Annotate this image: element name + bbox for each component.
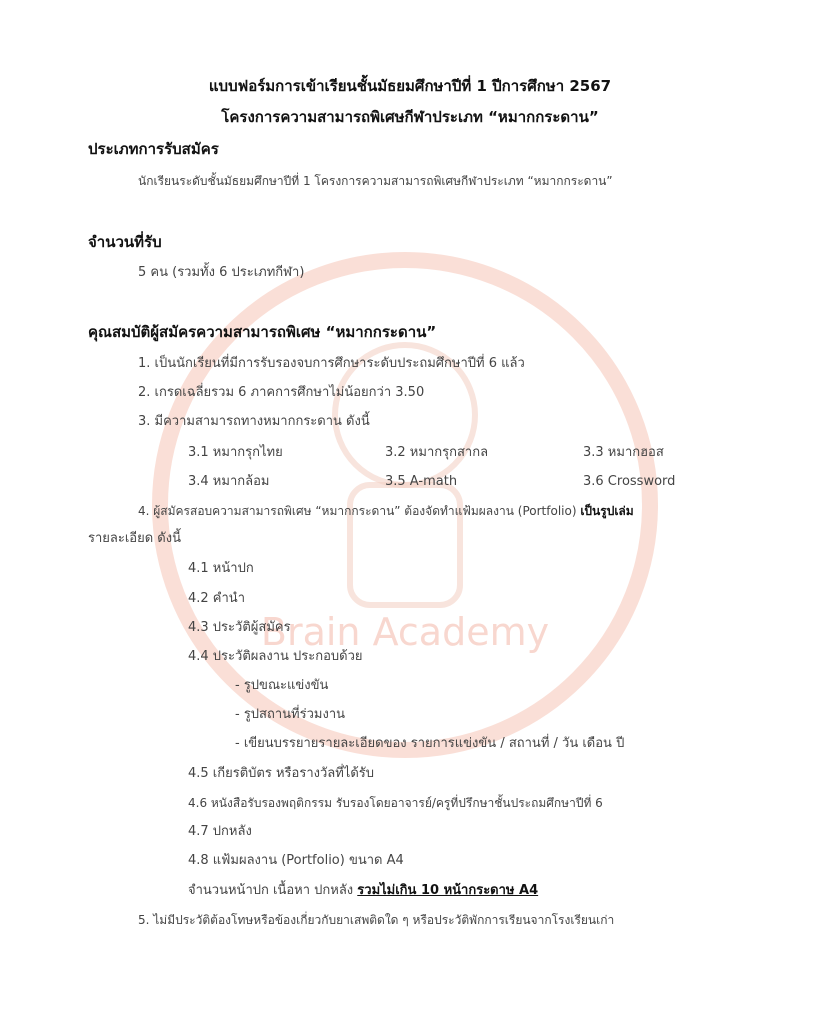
qual-item-1: 1. เป็นนักเรียนที่มีการรับรองจบการศึกษาระดับประถมศึกษาปีที่ 6 แล้ว [138, 356, 525, 371]
detail-item-1: - รูปขณะแข่งขัน [235, 678, 329, 693]
sub-item-4-8: 4.8 แฟ้มผลงาน (Portfolio) ขนาด A4 [188, 853, 404, 868]
sub-item-4-1: 4.1 หน้าปก [188, 561, 254, 576]
sub-item-4-4: 4.4 ประวัติผลงาน ประกอบด้วย [188, 649, 363, 664]
section-type-text: นักเรียนระดับชั้นมัธยมศึกษาปีที่ 1 โครงการความสามารถพิเศษกีฬาประเภท “หมากกระดาน” [138, 174, 613, 188]
game-item: 3.6 Crossword [583, 474, 676, 489]
title-line-2: โครงการความสามารถพิเศษกีฬาประเภท “หมากกระดาน” [221, 108, 599, 126]
sub-item-4-3: 4.3 ประวัติผู้สมัคร [188, 620, 291, 635]
qual-item-4-bold: เป็นรูปเล่ม [580, 504, 634, 518]
title-line-1: แบบฟอร์มการเข้าเรียนชั้นมัธยมศึกษาปีที่ 1 ปีการศึกษา 2567 [208, 77, 612, 95]
game-item: 3.4 หมากล้อม [188, 474, 270, 489]
qual-item-2: 2. เกรดเฉลี่ยรวม 6 ภาคการศึกษาไม่น้อยกว่า 3.50 [138, 385, 425, 400]
sub-item-4-5: 4.5 เกียรติบัตร หรือรางวัลที่ได้รับ [188, 766, 375, 781]
section-count-heading: จำนวนที่รับ [88, 233, 162, 251]
section-count-text: 5 คน (รวมทั้ง 6 ประเภทกีฬา) [138, 265, 305, 280]
section-type-heading: ประเภทการรับสมัคร [88, 140, 219, 158]
qual-item-4 [138, 502, 634, 520]
pages-limit-line [188, 882, 538, 900]
game-item: 3.2 หมากรุกสากล [385, 445, 489, 460]
game-item: 3.1 หมากรุกไทย [188, 445, 283, 460]
detail-item-2: - รูปสถานที่ร่วมงาน [235, 707, 346, 722]
qual-item-4-text: 4. ผู้สมัครสอบความสามารถพิเศษ “หมากกระดาน” ต้องจัดทำแฟ้มผลงาน (Portfolio) [138, 504, 581, 518]
sub-item-4-6: 4.6 หนังสือรับรองพฤติกรรม รับรองโดยอาจารย์/ครูที่ปรึกษาชั้นประถมศึกษาปีที่ 6 [188, 796, 603, 810]
pages-limit-bold: รวมไม่เกิน 10 หน้ากระดาษ A4 [357, 883, 539, 898]
qual-item-5: 5. ไม่มีประวัติต้องโทษหรือข้องเกี่ยวกับยาเสพติดใด ๆ หรือประวัติพักการเรียนจากโรงเรียนเก่า [138, 913, 615, 927]
qual-item-4-cont: รายละเอียด ดังนี้ [88, 531, 181, 546]
pages-limit-text: จำนวนหน้าปก เนื้อหา ปกหลัง [188, 883, 358, 898]
qual-item-3: 3. มีความสามารถทางหมากกระดาน ดังนี้ [138, 414, 370, 429]
section-qual-heading: คุณสมบัติผู้สมัครความสามารถพิเศษ “หมากกระดาน” [88, 323, 437, 341]
watermark-text: Brain Academy [260, 610, 550, 654]
game-item: 3.5 A-math [385, 474, 458, 489]
detail-item-3: - เขียนบรรยายรายละเอียดของ รายการแข่งขัน / สถานที่ / วัน เดือน ปี [235, 736, 625, 751]
sub-item-4-2: 4.2 คำนำ [188, 591, 245, 606]
sub-item-4-7: 4.7 ปกหลัง [188, 824, 252, 839]
game-item: 3.3 หมากฮอส [583, 445, 664, 460]
